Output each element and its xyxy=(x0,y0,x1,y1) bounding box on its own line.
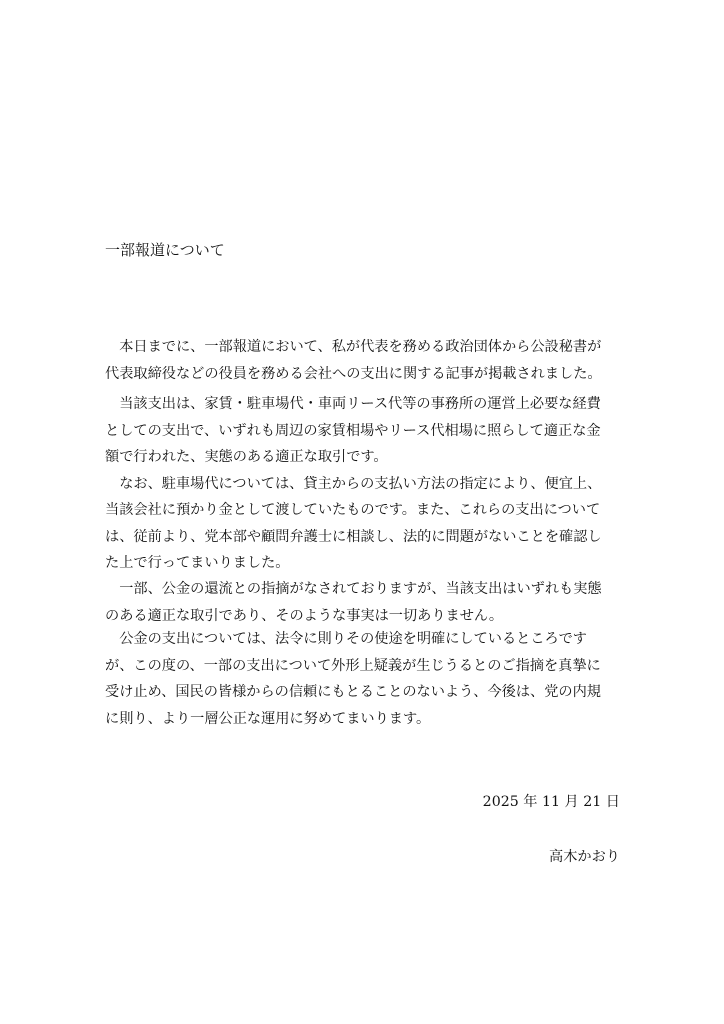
paragraph-line: のある適正な取引であり、そのような事実は一切ありません。 xyxy=(105,607,504,624)
paragraph-line: 本日までに、一部報道において、私が代表を務める政治団体から公設秘書が xyxy=(105,339,602,355)
document-title: 一部報道について xyxy=(105,241,225,259)
paragraph-4 xyxy=(105,626,625,732)
paragraph-line: 一部、公金の還流との指摘がなされておりますが、当該支出はいずれも実態 xyxy=(105,581,602,597)
document-signature: 高木かおり xyxy=(549,849,620,865)
paragraph-line: は、従前より、党本部や顧問弁護士に相談し、法的に問題がないことを確認し xyxy=(105,528,602,545)
paragraph-line: としての支出で、いずれも周辺の家賃相場やリース代相場に照らして適正な金 xyxy=(105,422,601,439)
paragraph-line: 代表取締役などの役員を務める会社への支出に関する記事が掲載されました。 xyxy=(105,365,602,382)
paragraph-line: 当該支出は、家賃・駐車場代・車両リース代等の事務所の運営上必要な経費 xyxy=(105,396,601,412)
paragraph-line: 当該会社に預かり金として渡していたものです。また、これらの支出について xyxy=(105,502,601,518)
paragraph-2 xyxy=(105,391,625,577)
paragraph-line: 額で行われた、実態のある適正な取引です。 xyxy=(105,449,388,465)
paragraph-line: に則り、より一層公正な運用に努めてまいります。 xyxy=(105,710,431,727)
paragraph-line: た上で行ってまいりました。 xyxy=(105,555,290,571)
document-date: 2025 年 11 月 21 日 xyxy=(482,794,620,810)
paragraph-line: なお、駐車場代については、貸主からの支払い方法の指定により、便宜上、 xyxy=(105,475,602,492)
paragraph-line: 受け止め、国民の皆様からの信頼にもとることのないよう、今後は、党の内規 xyxy=(105,684,601,700)
paragraph-line: 公金の支出については、法令に則りその使途を明確にしているところです xyxy=(105,631,587,647)
paragraph-1 xyxy=(105,334,625,387)
paragraph-line: が、この度の、一部の支出について外形上疑義が生じうるとのご指摘を真摯に xyxy=(105,657,601,674)
paragraph-3 xyxy=(105,576,625,629)
